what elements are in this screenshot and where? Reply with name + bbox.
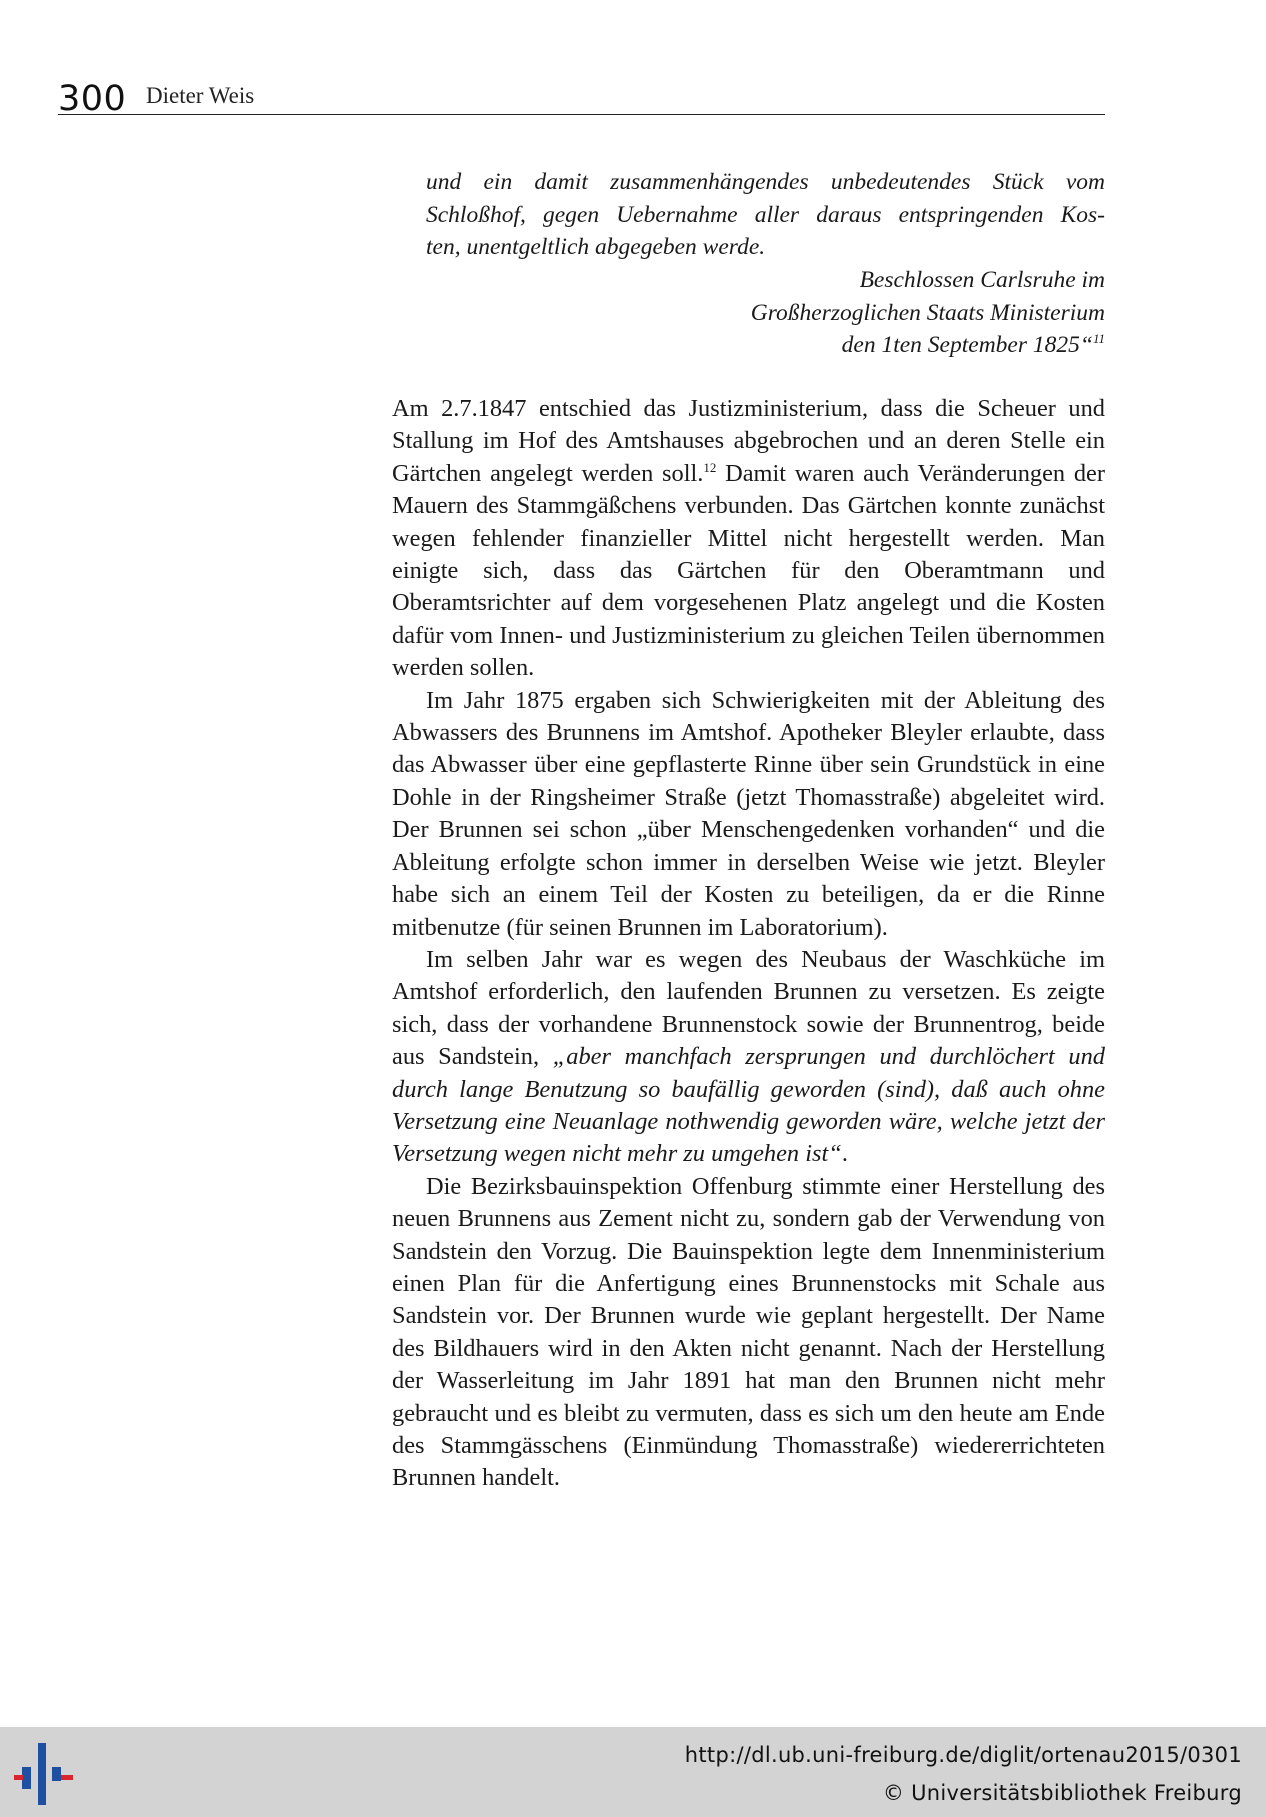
paragraph-2: Im Jahr 1875 ergaben sich Schwierigkeiten mit der Ableitung des Abwassers des Brunnens im Amtshof. Apotheker Bleyler erlaubte, dass das Abwasser über eine gepflasterte Rinne über sein Grundstück in eine Dohle in der Ringsheimer Straße (jetzt Thomasstraße) abgeleitet wird. Der Brunnen sei schon „über Menschengedenken vorhanden“ und die Ableitung erfolgte schon immer in derselben Weise wie jetzt. Bleyler habe sich an einem Teil der Kosten zu beteiligen, da er die Rinne mitbenutze (für seinen Brunnen im Laboratorium). bbox=[392, 686, 1105, 941]
signoff-line: Großherzoglichen Staats Ministerium bbox=[750, 299, 1105, 326]
signoff-line: Beschlossen Carlsruhe im bbox=[859, 267, 1105, 293]
quote-line: ten, unentgeltlich abgegeben werde. bbox=[426, 234, 766, 260]
quote-line: und ein damit zusammenhängendes unbedeutendes Stück vom bbox=[426, 169, 1105, 195]
body-text bbox=[392, 393, 1105, 1495]
paragraph-3-end: . bbox=[841, 1140, 848, 1168]
page-header bbox=[58, 78, 1105, 119]
paragraph-3-text: Im selben Jahr war es wegen des Neubaus der Waschküche im Amtshof erforderlich, den laufenden Brunnen zu versetzen. Es zeigte sich, dass der vorhandene Brunnenstock sowie der Brunnentrog, beide aus Sandstein, bbox=[392, 945, 1105, 1071]
footer-bar bbox=[0, 1727, 1266, 1817]
logo-bar-left bbox=[22, 1767, 31, 1789]
logo-bar-center bbox=[38, 1743, 46, 1805]
logo-bar-right bbox=[52, 1767, 61, 1781]
signoff-line-text: den 1ten September 1825“ bbox=[841, 332, 1093, 358]
quote-line: Schloßhof, gegen Uebernahme aller daraus entspringenden Kos- bbox=[426, 201, 1105, 228]
page-number: 300 bbox=[58, 79, 127, 119]
paragraph-3 bbox=[392, 944, 1105, 1171]
paragraph-1-text-a: Am 2.7.1847 entschied das Justizministerium, dass die Scheuer und Stallung im Hof des Amtshauses abgebrochen und an deren Stelle ein Gärtchen angelegt werden soll. bbox=[392, 395, 1105, 487]
logo-graphic bbox=[14, 1739, 78, 1805]
paragraph-3-quotation: „aber manchfach zersprungen und durchlöchert und durch lange Benutzung so baufällig geworden (sind), daß auch ohne Versetzung eine Neuanlage nothwendig geworden wäre, welche jetzt der Versetzung wegen nicht mehr zu umgehen ist“ bbox=[392, 1043, 1105, 1168]
paragraph-4: Die Bezirksbauinspektion Offenburg stimmte einer Herstellung des neuen Brunnens aus Zement nicht zu, sondern gab der Verwendung von Sandstein den Vorzug. Die Bauinspektion legte dem Innenministerium einen Plan für die Anfertigung eines Brunnenstocks mit Schale aus Sandstein vor. Der Brunnen wurde wie geplant hergestellt. Der Name des Bildhauers wird in den Akten nicht genannt. Nach der Herstellung der Wasserleitung im Jahr 1891 hat man den Brunnen nicht mehr gebraucht und es bleibt zu vermuten, dass es sich um den heute am Ende des Stammgässchens (Einmündung Thomasstraße) wiedererrichteten Brunnen handelt. bbox=[392, 1172, 1105, 1492]
logo-red-left bbox=[14, 1775, 23, 1780]
paragraph-1 bbox=[392, 393, 1105, 685]
paragraph-1-text-b: Damit waren auch Veränderungen der Mauern des Stammgäßchens verbunden. Das Gärtchen konnte zunächst wegen fehlender finanzieller Mittel nicht hergestellt werden. Man einigte sich, dass das Gärtchen für den Oberamtmann und Oberamtsrichter auf dem vorgesehenen Platz angelegt und die Kosten dafür vom Innen- und Justizministerium zu gleichen Teilen übernommen werden sollen. bbox=[392, 459, 1106, 682]
footer-copyright: © Universitätsbibliothek Freiburg bbox=[882, 1781, 1242, 1805]
footer-url-link[interactable]: http://dl.ub.uni-freiburg.de/diglit/ortenau2015/0301 bbox=[684, 1743, 1242, 1767]
footnote-ref: 11 bbox=[1092, 331, 1105, 347]
running-head-author: Dieter Weis bbox=[146, 83, 255, 108]
quote-signoff bbox=[426, 264, 1105, 362]
logo-red-right bbox=[61, 1775, 73, 1780]
signoff-line-last bbox=[426, 329, 1105, 362]
ub-freiburg-logo-icon bbox=[14, 1739, 78, 1805]
block-quote bbox=[426, 166, 1105, 264]
footnote-ref: 12 bbox=[703, 459, 717, 475]
